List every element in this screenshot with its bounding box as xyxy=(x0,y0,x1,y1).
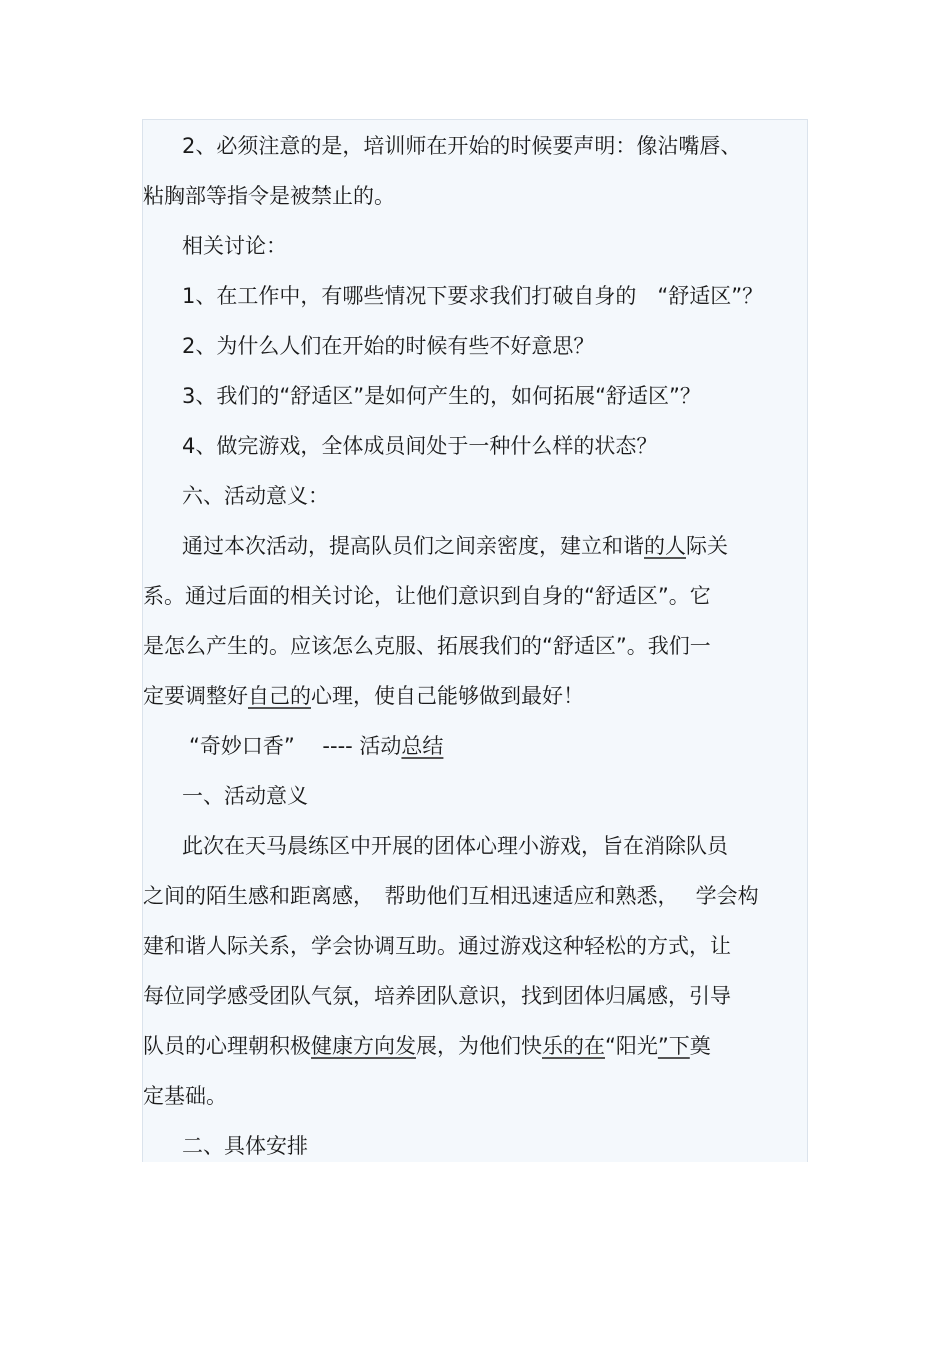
paragraph-line xyxy=(143,683,584,709)
discussion-item: 2、为什么人们在开始的时候有些不好意思？ xyxy=(182,334,595,358)
paragraph-line: 系。通过后面的相关讨论，让他们意识到自身的“舒适区”。它 xyxy=(143,584,711,608)
paragraph-line: 是怎么产生的。应该怎么克服、拓展我们的“舒适区”。我们一 xyxy=(143,634,711,658)
text-run: 展，为他们快 xyxy=(416,1034,542,1058)
discussion-item: 1、在工作中，有哪些情况下要求我们打破自身的 “舒适区”？ xyxy=(182,284,764,308)
paragraph-line xyxy=(143,1033,711,1059)
section-heading: 二、具体安排 xyxy=(182,1134,308,1158)
discussion-item: 4、做完游戏，全体成员间处于一种什么样的状态？ xyxy=(182,434,658,458)
text-run: 心理，使自己能够做到最好！ xyxy=(311,684,584,708)
section-heading: 一、活动意义 xyxy=(182,784,308,808)
text-run: “阳光 xyxy=(605,1034,658,1058)
text-run: 队员的心理朝积极 xyxy=(143,1034,311,1058)
text-run: “奇妙口香” ---- 活动 xyxy=(189,734,402,758)
section-heading: 六、活动意义： xyxy=(182,484,329,508)
paragraph-line: 粘胸部等指令是被禁止的。 xyxy=(143,184,395,208)
discussion-item: 3、我们的“舒适区”是如何产生的，如何拓展“舒适区”？ xyxy=(182,384,701,408)
paragraph-line: 此次在天马晨练区中开展的团体心理小游戏，旨在消除队员 xyxy=(182,834,728,858)
paragraph-line: 每位同学感受团队气氛，培养团队意识，找到团体归属感，引导 xyxy=(143,984,731,1008)
text-run: 通过本次活动，提高队员们之间亲密度，建立和谐 xyxy=(182,534,644,558)
underlined-text: 自己的 xyxy=(248,684,311,708)
underlined-text: 总结 xyxy=(401,734,444,758)
underlined-text: ”下 xyxy=(657,1034,690,1058)
underlined-text: 的人 xyxy=(644,534,686,558)
text-run: 际关 xyxy=(686,534,728,558)
paragraph-line: 定基础。 xyxy=(143,1084,227,1108)
paragraph-line: 之间的陌生感和距离感， 帮助他们互相迅速适应和熟悉， 学会构 xyxy=(143,884,759,908)
text-run: 定要调整好 xyxy=(143,684,248,708)
text-run: 奠 xyxy=(689,1034,711,1058)
section-heading: 相关讨论： xyxy=(182,234,287,258)
paragraph-line: 建和谐人际关系，学会协调互助。通过游戏这种轻松的方式，让 xyxy=(143,934,731,958)
section-title xyxy=(189,733,443,759)
document-page xyxy=(142,119,808,1162)
underlined-text: 乐的在 xyxy=(542,1034,605,1058)
underlined-text: 健康方向发 xyxy=(311,1034,416,1058)
paragraph-line xyxy=(182,533,728,559)
paragraph-line: 2、必须注意的是，培训师在开始的时候要声明：像沾嘴唇、 xyxy=(182,134,742,158)
